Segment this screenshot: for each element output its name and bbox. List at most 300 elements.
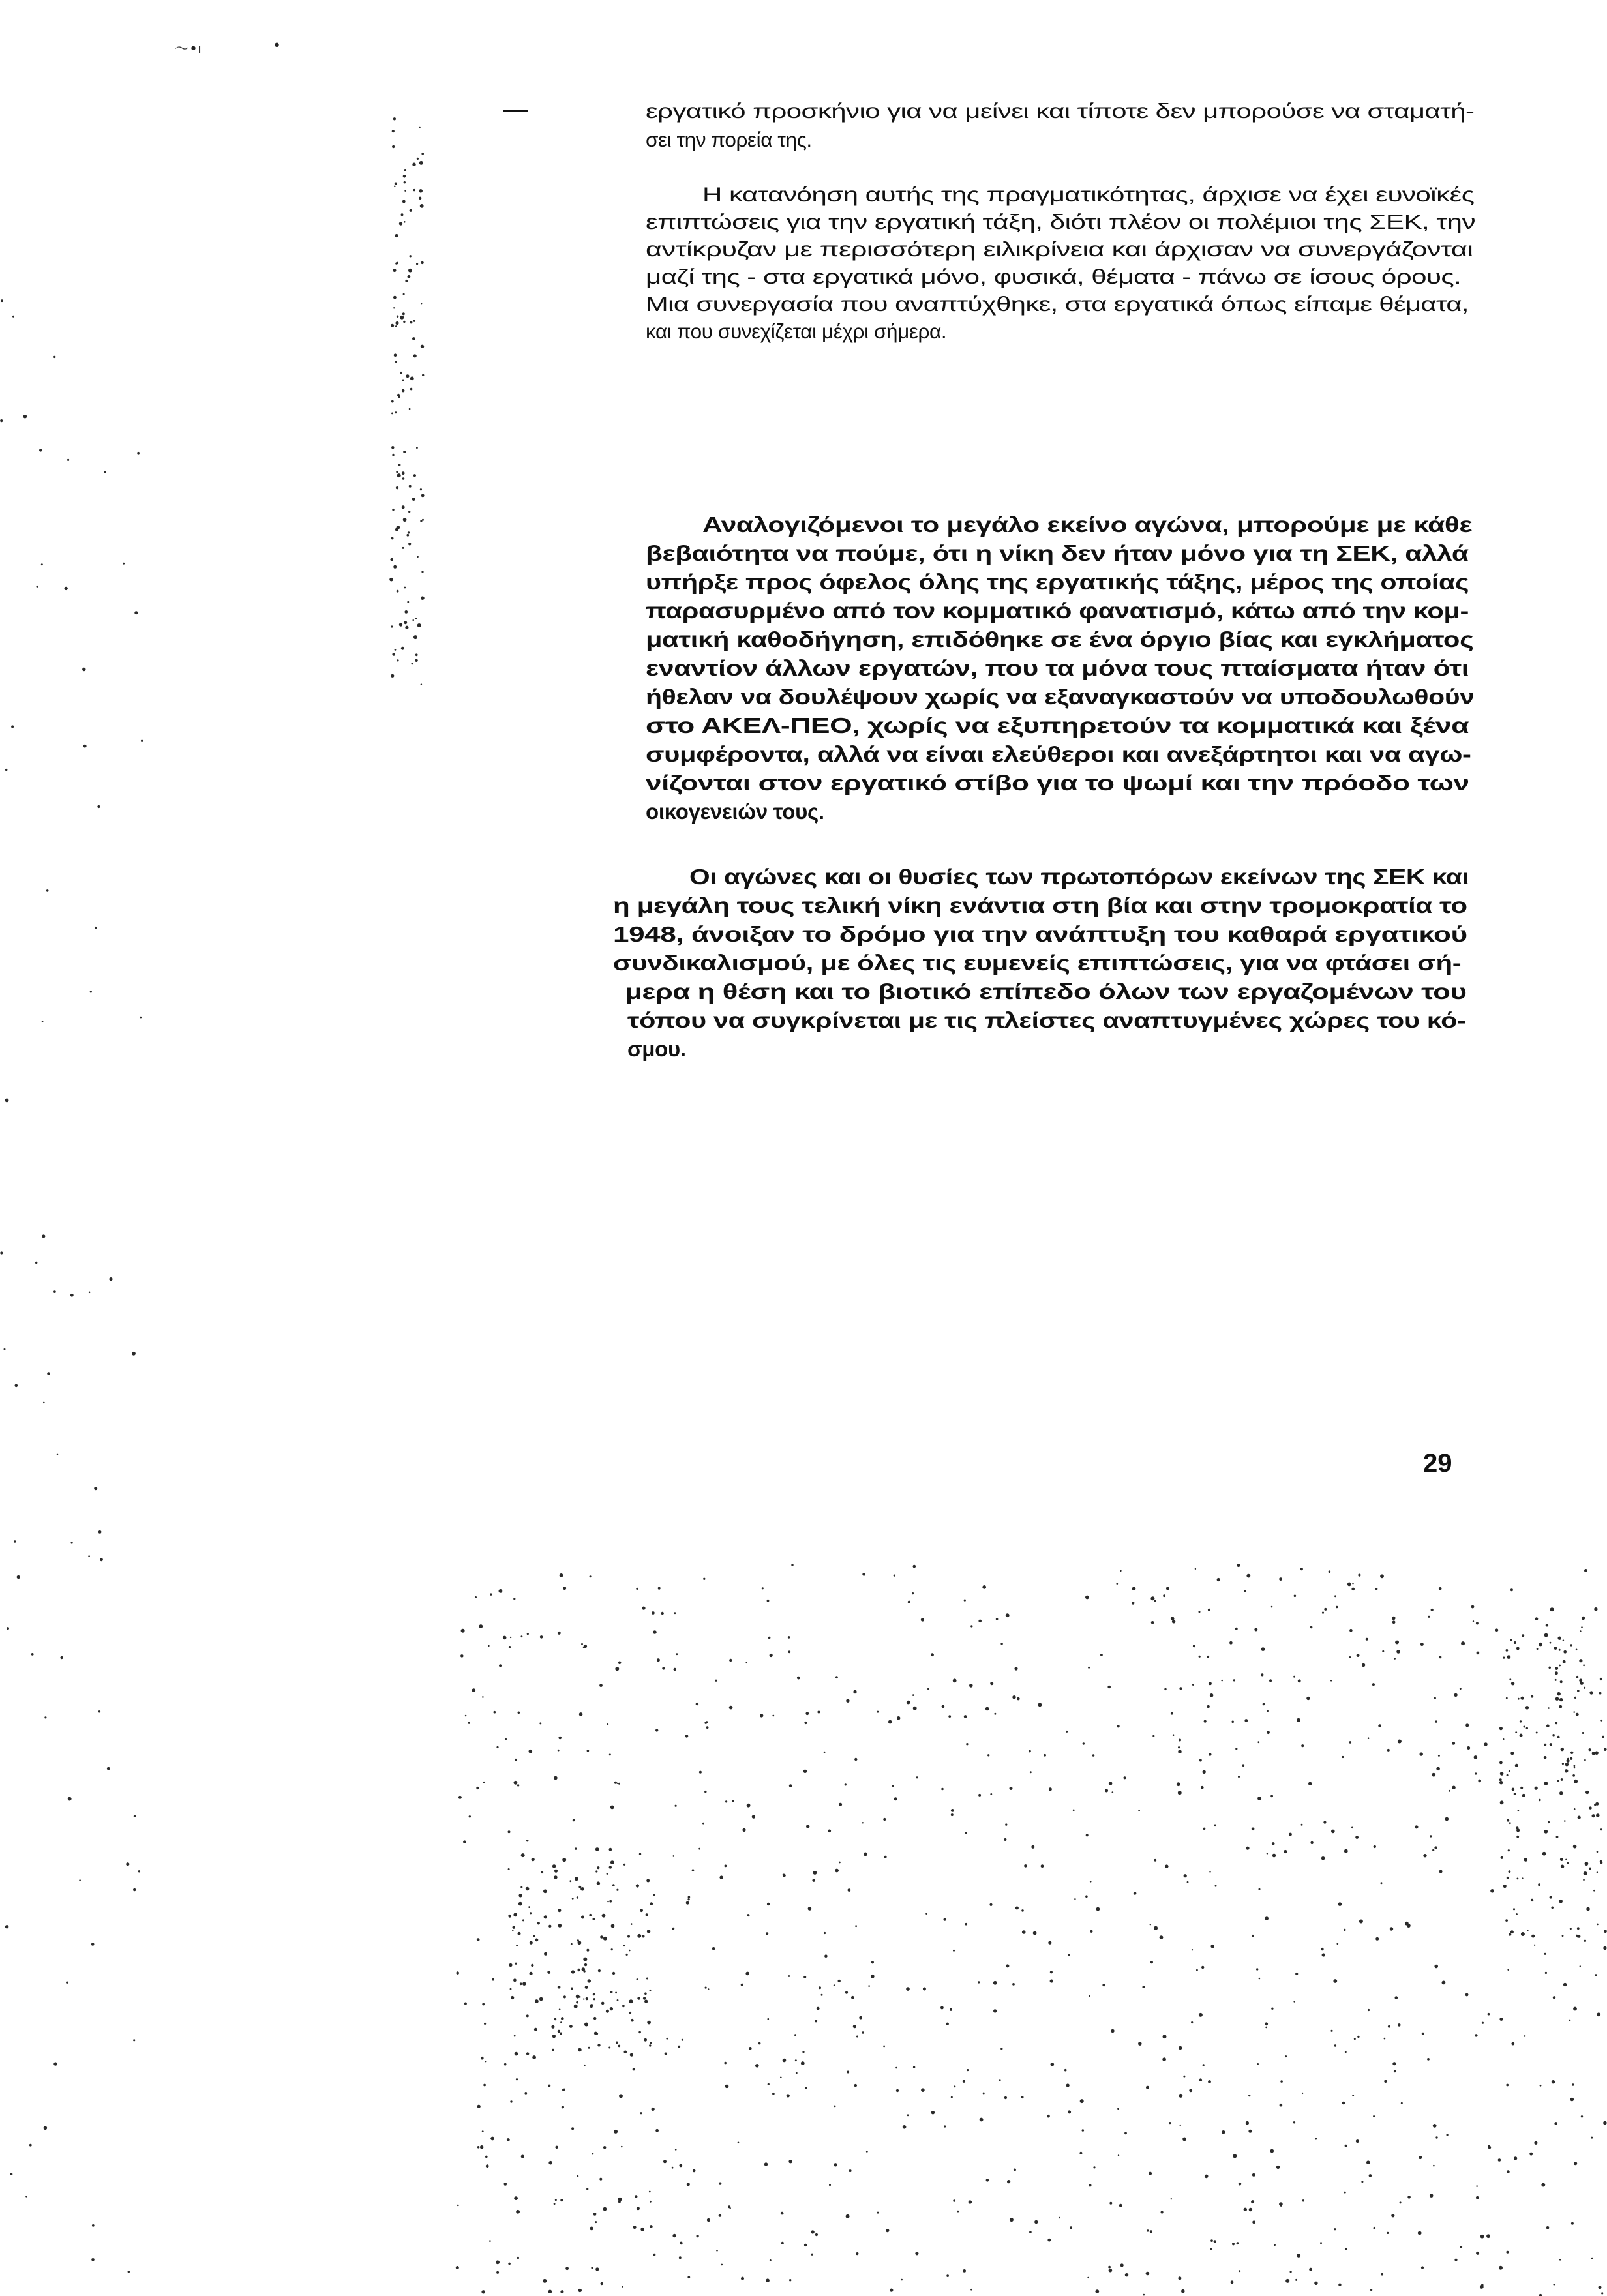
speckle-dot (1526, 1727, 1528, 1729)
speckle-dot (1592, 1752, 1595, 1755)
speckle-dot (862, 2031, 864, 2034)
speckle-dot (461, 1629, 465, 1633)
speckle-dot (510, 1637, 511, 1638)
speckle-dot (1161, 2211, 1164, 2213)
speckle-dot (402, 380, 404, 381)
speckle-dot (1210, 2248, 1212, 2250)
speckle-dot (1337, 1943, 1339, 1945)
speckle-dot (1592, 1814, 1595, 1817)
speckle-dot (674, 1668, 676, 1671)
speckle-dot (649, 2044, 651, 2046)
speckle-dot (1467, 1746, 1470, 1750)
speckle-dot (1090, 1881, 1092, 1883)
speckle-dot (637, 2207, 640, 2210)
speckle-dot (764, 2162, 768, 2166)
speckle-dot (1267, 1710, 1269, 1712)
speckle-dot (609, 1753, 611, 1755)
speckle-dot (1434, 1846, 1437, 1849)
speckle-dot (635, 2195, 637, 2198)
speckle-dot (492, 1978, 494, 1981)
speckle-dot (541, 1871, 543, 1873)
speckle-dot (399, 222, 402, 225)
speckle-dot (397, 590, 399, 593)
speckle-dot (1415, 1825, 1418, 1828)
speckle-dot (698, 1848, 700, 1850)
speckle-dot (1192, 1684, 1194, 1686)
speckle-dot (1418, 2231, 1422, 2235)
speckle-dot (404, 190, 406, 192)
speckle-dot (1512, 1788, 1515, 1791)
speckle-dot (1366, 1638, 1368, 1641)
speckle-dot (1284, 1850, 1287, 1853)
speckle-dot (1544, 1830, 1548, 1834)
speckle-dot (967, 2069, 969, 2071)
speckle-dot (719, 2214, 721, 2216)
speckle-dot (413, 320, 415, 321)
speckle-dot (483, 2084, 486, 2087)
speckle-dot (762, 1587, 764, 1589)
speckle-dot (537, 1922, 540, 1924)
speckle-dot (1051, 2063, 1055, 2066)
speckle-dot (1, 299, 3, 302)
speckle-dot (490, 1593, 492, 1595)
speckle-dot (806, 1825, 809, 1828)
speckle-dot (877, 1711, 879, 1713)
speckle-dot (1476, 2196, 1479, 2199)
speckle-dot (37, 586, 38, 588)
speckle-dot (963, 2080, 965, 2083)
speckle-dot (1488, 2013, 1490, 2016)
speckle-dot (1322, 1612, 1324, 1614)
speckle-dot (558, 2030, 560, 2033)
speckle-dot (783, 2059, 787, 2063)
speckle-dot (1577, 1927, 1580, 1930)
speckle-dot (1160, 1935, 1164, 1939)
speckle-dot (672, 1928, 675, 1930)
speckle-dot (514, 1781, 518, 1785)
speckle-dot (636, 1588, 638, 1590)
speckle-dot (1584, 1940, 1586, 1942)
speckle-dot (855, 1925, 857, 1927)
speckle-dot (1102, 1984, 1105, 1986)
speckle-dot (1044, 1754, 1046, 1757)
speckle-dot (1199, 1656, 1201, 1658)
text-line: νίζονται στον εργατικό στίβο για το ψωμί και την πρόοδο των (646, 771, 1469, 795)
speckle-dot (47, 1372, 50, 1375)
speckle-dot (637, 1934, 641, 1938)
speckle-dot (1514, 1793, 1516, 1795)
speckle-dot (419, 127, 421, 128)
speckle-dot (728, 2205, 730, 2208)
speckle-dot (395, 325, 397, 327)
speckle-dot (1563, 1650, 1567, 1654)
speckle-dot (593, 1998, 595, 2000)
speckle-dot (415, 618, 417, 619)
speckle-dot (1085, 1895, 1088, 1898)
speckle-dot (593, 1918, 595, 1920)
speckle-dot (1387, 1749, 1390, 1752)
speckle-dot (1270, 2149, 1274, 2153)
speckle-dot (1235, 1628, 1238, 1630)
speckle-dot (1559, 1665, 1561, 1667)
speckle-dot (1572, 1774, 1575, 1777)
speckle-dot (408, 269, 412, 273)
speckle-dot (719, 1875, 723, 1879)
speckle-dot (531, 1964, 533, 1967)
speckle-dot (1499, 1781, 1503, 1785)
speckle-dot (404, 587, 406, 589)
speckle-dot (1395, 1996, 1398, 1999)
speckle-dot (469, 1815, 471, 1817)
speckle-dot (1088, 1667, 1090, 1669)
speckle-dot (916, 1776, 918, 1778)
speckle-dot (1239, 2183, 1242, 2186)
speckle-dot (703, 1578, 705, 1580)
speckle-dot (915, 2252, 918, 2255)
speckle-dot (741, 2277, 744, 2280)
speckle-dot (597, 2044, 600, 2046)
speckle-dot (1349, 1656, 1351, 1658)
speckle-dot (1552, 1734, 1555, 1737)
speckle-dot (1012, 1695, 1015, 1699)
speckle-dot (834, 2163, 837, 2166)
speckle-dot (1162, 2057, 1166, 2061)
speckle-dot (1432, 1773, 1435, 1777)
speckle-dot (496, 2260, 500, 2264)
speckle-dot (559, 2008, 561, 2010)
speckle-dot (978, 1794, 981, 1797)
speckle-dot (607, 1723, 609, 1725)
speckle-dot (1331, 1830, 1335, 1834)
speckle-dot (688, 1896, 691, 1898)
speckle-dot (1203, 1770, 1206, 1774)
speckle-dot (1152, 1735, 1154, 1737)
speckle-dot (781, 2242, 784, 2244)
speckle-dot (618, 1662, 622, 1665)
speckle-dot (953, 1678, 957, 1682)
speckle-dot (1066, 1731, 1068, 1733)
speckle-dot (1187, 1881, 1189, 1883)
text-line: και που συνεχίζεται μέχρι σήμερα. (646, 320, 947, 343)
speckle-dot (616, 1889, 618, 1891)
speckle-dot (719, 2183, 721, 2185)
speckle-dot (575, 1877, 578, 1881)
text-line: συνδικαλισμού, με όλες τις ευμενείς επιπτώσεις, για να φτάσει σή- (613, 951, 1462, 975)
speckle-dot (508, 1830, 511, 1833)
speckle-dot (1546, 2226, 1550, 2229)
speckle-dot (1089, 1995, 1090, 1997)
speckle-dot (1298, 1679, 1301, 1682)
speckle-dot (646, 1879, 650, 1883)
speckle-dot (1522, 1794, 1525, 1797)
speckle-dot (547, 1971, 550, 1974)
speckle-dot (1503, 1738, 1504, 1740)
speckle-dot (788, 1636, 790, 1639)
speckle-dot (133, 1888, 136, 1891)
speckle-dot (811, 2254, 813, 2256)
speckle-dot (1050, 1971, 1053, 1973)
speckle-dot (391, 413, 393, 415)
speckle-dot (610, 1806, 614, 1810)
speckle-dot (886, 2229, 889, 2232)
speckle-dot (637, 1978, 638, 1980)
speckle-dot (422, 519, 424, 521)
speckle-dot (593, 2213, 597, 2216)
speckle-dot (395, 321, 398, 325)
speckle-dot (1488, 2146, 1492, 2149)
speckle-dot (1154, 1859, 1156, 1862)
speckle-dot (572, 1898, 574, 1900)
speckle-dot (1391, 2214, 1394, 2217)
speckle-dot (1374, 1845, 1376, 1848)
speckle-dot (1125, 2273, 1128, 2276)
speckle-dot (1006, 1964, 1009, 1967)
speckle-dot (515, 1963, 517, 1965)
speckle-dot (1507, 1819, 1509, 1822)
speckle-dot (617, 1999, 619, 2001)
speckle-dot (1500, 1772, 1504, 1776)
speckle-dot (399, 623, 402, 626)
speckle-dot (404, 221, 406, 223)
speckle-dot (996, 1618, 999, 1620)
speckle-dot (1204, 1720, 1207, 1723)
speckle-dot (1238, 1776, 1240, 1778)
speckle-dot (1510, 1930, 1514, 1933)
speckle-dot (573, 1819, 575, 1822)
speckle-dot (673, 1855, 675, 1857)
speckle-dot (1595, 1974, 1597, 1976)
speckle-dot (1508, 1849, 1510, 1851)
speckle-dot (853, 2025, 856, 2028)
speckle-dot (970, 2289, 972, 2291)
speckle-dot (705, 1987, 707, 1989)
speckle-dot (1177, 1782, 1180, 1786)
text-line: εργατικό προσκήνιο για να μείνει και τίποτε δεν μπορούσε να σταματή- (646, 99, 1475, 123)
speckle-dot (940, 2006, 944, 2010)
speckle-dot (391, 674, 394, 678)
speckle-dot (499, 1664, 502, 1667)
speckle-dot (1588, 1748, 1591, 1751)
speckle-dot (1300, 1568, 1303, 1570)
speckle-dot (1522, 1877, 1523, 1879)
speckle-dot (395, 411, 397, 413)
speckle-dot (1541, 2183, 1545, 2187)
speckle-dot (403, 451, 405, 453)
speckle-dot (868, 1985, 870, 1987)
speckle-dot (884, 1856, 886, 1858)
speckle-dot (665, 2053, 667, 2055)
speckle-dot (1407, 2196, 1411, 2199)
speckle-dot (629, 2012, 631, 2014)
speckle-dot (79, 1879, 81, 1881)
speckle-dot (927, 1688, 929, 1690)
speckle-dot (520, 1982, 522, 1985)
speckle-dot (1600, 1678, 1602, 1680)
speckle-dot (100, 1558, 103, 1561)
corner-scribble-mark: 〜•ı (175, 41, 202, 57)
speckle-dot (1199, 1611, 1201, 1613)
speckle-dot (702, 1823, 704, 1825)
speckle-dot (647, 2021, 651, 2025)
speckle-dot (509, 1963, 512, 1967)
speckle-dot (797, 1677, 800, 1680)
text-line: η μεγάλη τους τελική νίκη ενάντια στη βία και στην τρομοκρατία το (613, 893, 1467, 917)
speckle-dot (65, 587, 68, 590)
speckle-dot (1559, 1698, 1563, 1701)
text-line: σμου. (627, 1037, 686, 1061)
speckle-dot (475, 1596, 477, 1598)
speckle-dot (1574, 1697, 1576, 1699)
speckle-dot (687, 2183, 690, 2186)
speckle-dot (1578, 1935, 1581, 1938)
speckle-dot (1510, 1752, 1514, 1755)
speckle-dot (1474, 1755, 1478, 1759)
speckle-dot (395, 183, 397, 185)
speckle-dot (1503, 1657, 1505, 1659)
speckle-dot (1249, 2208, 1252, 2211)
speckle-dot (1310, 1841, 1313, 1844)
speckle-dot (601, 2002, 605, 2005)
speckle-dot (590, 2227, 593, 2231)
speckle-dot (824, 1954, 828, 1958)
speckle-dot (1154, 1600, 1156, 1602)
speckle-dot (621, 2146, 623, 2148)
speckle-dot (1516, 1913, 1518, 1915)
text-line: μερα η θέση και το βιοτικό επίπεδο όλων των εργαζομένων του (625, 979, 1467, 1004)
speckle-dot (1344, 1849, 1348, 1853)
speckle-dot (767, 1600, 770, 1602)
speckle-dot (789, 1784, 792, 1787)
speckle-dot (1322, 1953, 1325, 1956)
speckle-dot (1086, 1834, 1089, 1836)
speckle-dot (1271, 1606, 1273, 1608)
speckle-dot (456, 1971, 459, 1975)
speckle-dot (1265, 2022, 1268, 2025)
speckle-dot (646, 1913, 648, 1916)
speckle-dot (745, 1972, 749, 1976)
speckle-dot (951, 1813, 954, 1816)
speckle-dot (1199, 2013, 1203, 2017)
speckle-dot (846, 2214, 850, 2218)
speckle-dot (1309, 2268, 1312, 2271)
speckle-dot (576, 1995, 580, 1999)
speckle-dot (1554, 2284, 1555, 2286)
speckle-dot (456, 2266, 459, 2269)
speckle-dot (969, 1684, 973, 1688)
speckle-dot (1171, 2198, 1172, 2199)
speckle-dot (555, 2199, 557, 2201)
speckle-dot (1120, 2263, 1124, 2267)
speckle-dot (42, 1234, 45, 1238)
speckle-dot (1498, 2158, 1501, 2162)
speckle-dot (472, 1688, 476, 1692)
speckle-dot (476, 1787, 479, 1789)
speckle-dot (39, 449, 42, 451)
speckle-dot (584, 2065, 585, 2066)
speckle-dot (614, 2130, 618, 2134)
speckle-dot (586, 1997, 588, 2000)
speckle-dot (1584, 1759, 1586, 1761)
speckle-dot (513, 1598, 515, 1600)
speckle-dot (392, 145, 395, 148)
speckle-dot (1119, 2204, 1122, 2207)
speckle-dot (1381, 1882, 1383, 1884)
speckle-dot (1203, 2064, 1205, 2066)
speckle-dot (1163, 2035, 1167, 2038)
speckle-dot (483, 1782, 485, 1783)
speckle-dot (419, 161, 423, 165)
speckle-dot (496, 2271, 499, 2274)
speckle-dot (563, 1995, 566, 1998)
speckle-dot (679, 2256, 682, 2259)
speckle-dot (14, 1540, 16, 1542)
speckle-dot (871, 1975, 875, 1978)
speckle-dot (1555, 1667, 1558, 1670)
speckle-dot (1324, 1608, 1327, 1611)
speckle-dot (640, 2228, 644, 2231)
speckle-dot (755, 2064, 759, 2068)
speckle-dot (610, 2007, 613, 2010)
speckle-dot (1520, 1734, 1523, 1737)
speckle-dot (627, 1935, 630, 1938)
speckle-dot (401, 213, 404, 216)
speckle-dot (485, 2061, 486, 2062)
speckle-dot (990, 1793, 992, 1795)
speckle-dot (1439, 1656, 1441, 1658)
speckle-dot (1209, 1871, 1210, 1872)
speckle-dot (1375, 1588, 1377, 1590)
speckle-dot (508, 2263, 511, 2265)
speckle-dot (1280, 2080, 1283, 2083)
speckle-dot (417, 556, 419, 558)
speckle-dot (913, 1565, 916, 1568)
speckle-dot (951, 1809, 954, 1812)
speckle-dot (1454, 1693, 1457, 1697)
speckle-dot (906, 1987, 910, 1991)
speckle-dot (1244, 2208, 1247, 2211)
speckle-dot (489, 2240, 491, 2242)
speckle-dot (907, 1701, 910, 1705)
speckle-dot (1536, 1732, 1538, 1734)
speckle-dot (686, 1901, 689, 1905)
speckle-dot (1231, 1721, 1234, 1723)
speckle-dot (417, 623, 421, 627)
speckle-dot (1552, 2080, 1555, 2083)
speckle-dot (586, 1949, 589, 1952)
speckle-dot (770, 2259, 772, 2261)
speckle-dot (522, 1919, 524, 1921)
speckle-dot (643, 1997, 646, 1999)
speckle-dot (707, 2218, 710, 2222)
speckle-dot (514, 2035, 516, 2037)
speckle-dot (1603, 1946, 1606, 1950)
speckle-dot (1344, 2192, 1346, 2194)
speckle-dot (1239, 2270, 1240, 2272)
speckle-dot (403, 321, 405, 323)
speckle-dot (1109, 2202, 1112, 2205)
speckle-dot (1538, 1883, 1540, 1886)
speckle-dot (1499, 2018, 1503, 2021)
speckle-dot (742, 1828, 745, 1832)
speckle-dot (1597, 1924, 1599, 1926)
speckle-dot (1539, 1643, 1542, 1647)
speckle-dot (90, 991, 92, 992)
speckle-dot (1321, 1948, 1323, 1950)
speckle-dot (1022, 1930, 1026, 1934)
speckle-dot (650, 1990, 652, 1991)
speckle-dot (603, 2146, 606, 2149)
speckle-dot (699, 1771, 702, 1774)
